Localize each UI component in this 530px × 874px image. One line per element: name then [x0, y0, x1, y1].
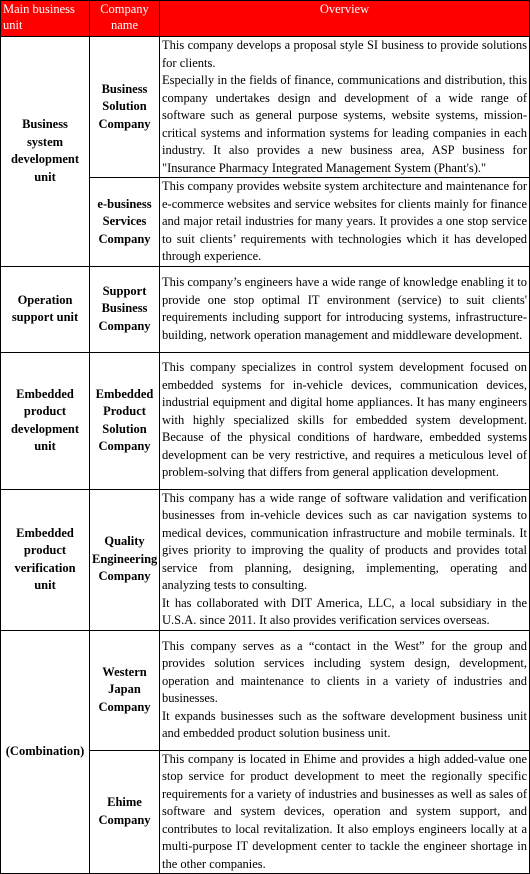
- company-embedded-product-solution: Embedded Product Solution Company: [90, 352, 160, 489]
- overview-western-japan: [160, 630, 530, 750]
- overview-paragraph: This company is located in Ehime and provides a high added-value one stop service for product development to meet the regionally specific requirements for a variety of industries and businesses as well as sales of software and system devices, operation and system support, and contributes to local revitalization. It also employs engineers locally at a multi-purpose IT development center to tackle the engineer shortage in the other companies.: [162, 751, 527, 871]
- company-western-japan: Western Japan Company: [90, 630, 160, 750]
- overview-paragraph: Especially in the fields of finance, communications and distribution, this company undertakes design and development of a wide range of software such as general purpose systems, website systems, mission-critical systems and information systems for leading companies in each industry. It also provides a new business area, ASP business for "Insurance Pharmacy Integrated Management System (Phant's).": [162, 73, 527, 175]
- company-support-business: Support Business Company: [90, 266, 160, 352]
- unit-operation-support: Operation support unit: [1, 266, 90, 352]
- company-quality-engineering: Quality Engineering Company: [90, 489, 160, 630]
- overview-support-business: [160, 266, 530, 352]
- overview-ehime: [160, 750, 530, 874]
- unit-embedded-product-verification: Embedded product verification unit: [1, 489, 90, 630]
- company-ehime: Ehime Company: [90, 750, 160, 874]
- table-header-row: [1, 1, 530, 37]
- overview-paragraph: This company’s engineers have a wide range of knowledge enabling it to provide one stop optimal IT environment (service) to suit clients' requirements including support for introducing systems, infrastructure-building, network operation management and middleware development.: [162, 275, 527, 342]
- unit-business-system-development: Business system development unit: [1, 37, 90, 267]
- overview-embedded-product-solution: [160, 352, 530, 489]
- header-overview: Overview: [160, 1, 530, 37]
- overview-paragraph: This company serves as a “contact in the West” for the group and provides solution services including system design, development, operation and maintenance to clients in a variety of industries and businesses.: [162, 638, 527, 705]
- table-row: [1, 37, 530, 178]
- overview-e-business-services: [160, 178, 530, 267]
- overview-quality-engineering: [160, 489, 530, 630]
- unit-combination: (Combination): [1, 630, 90, 874]
- overview-paragraph: It expands businesses such as the software development business unit and embedded product solution business unit.: [162, 708, 527, 740]
- header-main-business-unit: Main business unit: [1, 1, 90, 37]
- overview-paragraph: This company specializes in control system development focused on embedded systems for in-vehicle devices, communication devices, industrial equipment and digital home appliances. It has many engineers with highly specialized skills for embedded system development. Because of the physical conditions of hardware, embedded systems development can be very restrictive, and requires a meticulous level of problem-solving that differs from general application development.: [162, 360, 527, 480]
- overview-paragraph: This company develops a proposal style SI business to provide solutions for clients.: [162, 38, 527, 70]
- company-e-business-services: e-business Services Company: [90, 178, 160, 267]
- overview-paragraph: It has collaborated with DIT America, LLC, a local subsidiary in the U.S.A. since 2011. It also provides verification services overseas.: [162, 595, 527, 627]
- table-row: [1, 352, 530, 489]
- unit-embedded-product-development: Embedded product development unit: [1, 352, 90, 489]
- overview-paragraph: This company provides website system architecture and maintenance for e-commerce websites and service websites for clients mainly for finance and major retail industries for many years. It provides a one stop service to suit clients’ requirements with technologies which it has developed through experience.: [162, 179, 527, 263]
- table-row: [1, 630, 530, 750]
- header-company-name: Company name: [90, 1, 160, 37]
- table-row: [1, 266, 530, 352]
- company-business-solution: Business Solution Company: [90, 37, 160, 178]
- overview-business-solution: [160, 37, 530, 178]
- overview-paragraph: This company has a wide range of software validation and verification businesses from in-vehicle devices such as car navigation systems to medical devices, communication infrastructure and mobile terminals. It gives priority to improving the quality of products and provides total service from planning, designing, implementing, operating and analyzing tests to consulting.: [162, 490, 527, 592]
- table-row: [1, 489, 530, 630]
